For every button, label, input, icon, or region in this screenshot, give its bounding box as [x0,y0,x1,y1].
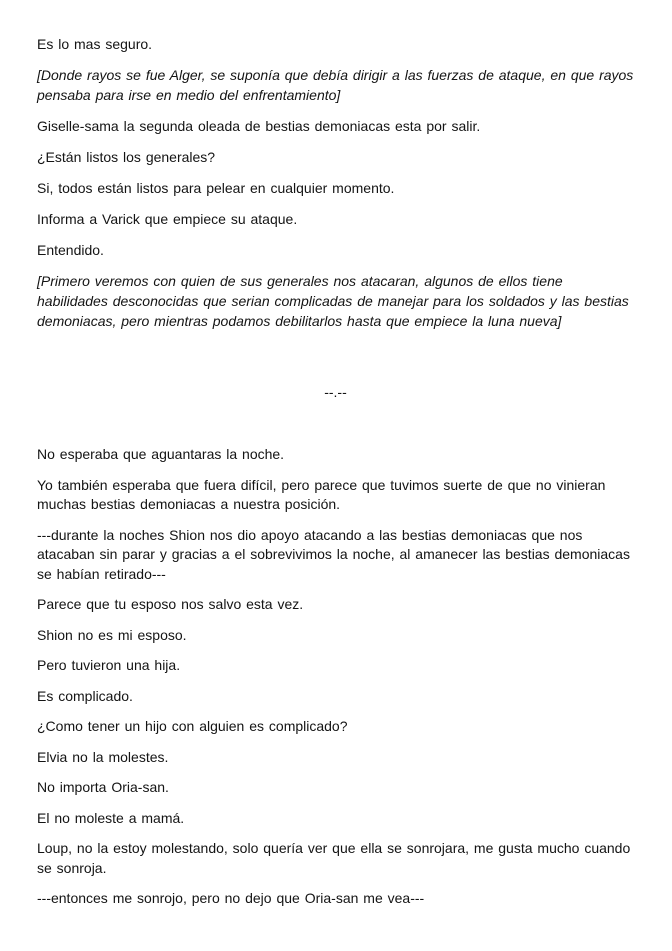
narration-paragraph: ---entonces me sonrojo, pero no dejo que Oria-san me vea--- [37,890,425,906]
paragraph: Shion no es mi esposo. [37,626,187,643]
paragraph: No importa Oria-san. [37,779,169,795]
paragraph: Loup, no la estoy molestando, solo quería ver que ella se sonrojara, me gusta mucho cuando se sonroja. [37,840,631,876]
italic-thought-paragraph: [Primero veremos con quien de sus generales nos atacaran, algunos de ellos tiene habilidades desconocidas que serian complicadas de manejar para los soldados y las bestias demoniacas, pero mientras podamos debilitarlos hasta que empiece la luna nueva] [37,273,629,329]
section-before-separator [37,34,634,331]
paragraph: Elvia no la molestes. [37,748,169,765]
paragraph: ¿Como tener un hijo con alguien es complicado? [37,718,348,734]
italic-thought-paragraph: [Donde rayos se fue Alger, se suponía que debía dirigir a las fuerzas de ataque, en que rayos pensaba para irse en medio del enfrentamiento] [37,67,634,103]
spacer [37,342,634,382]
paragraph: Parece que tu esposo nos salvo esta vez. [37,596,304,612]
paragraph: Pero tuvieron una hija. [37,657,181,673]
section-after-separator [37,445,634,909]
paragraph: Si, todos están listos para pelear en cualquier momento. [37,180,395,196]
scene-separator: --.-- [324,384,347,400]
paragraph: Es lo mas seguro. [37,36,153,52]
paragraph: No esperaba que aguantaras la noche. [37,446,285,462]
paragraph: Giselle-sama la segunda oleada de bestias demoniacas esta por salir. [37,118,481,134]
paragraph: Es complicado. [37,687,133,704]
spacer [37,402,634,445]
narration-paragraph: ---durante la noches Shion nos dio apoyo atacando a las bestias demoniacas que nos atacaban sin parar y gracias a el sobrevivimos la noche, al amanecer las bestias demoniacas se habían retirado--- [37,526,630,582]
paragraph: Entendido. [37,242,104,258]
paragraph: El no moleste a mamá. [37,809,185,826]
paragraph: Yo también esperaba que fuera difícil, pero parece que tuvimos suerte de que no vinieran muchas bestias demoniacas a nuestra posición. [37,476,606,512]
paragraph: ¿Están listos los generales? [37,149,216,165]
paragraph: Informa a Varick que empiece su ataque. [37,211,298,227]
